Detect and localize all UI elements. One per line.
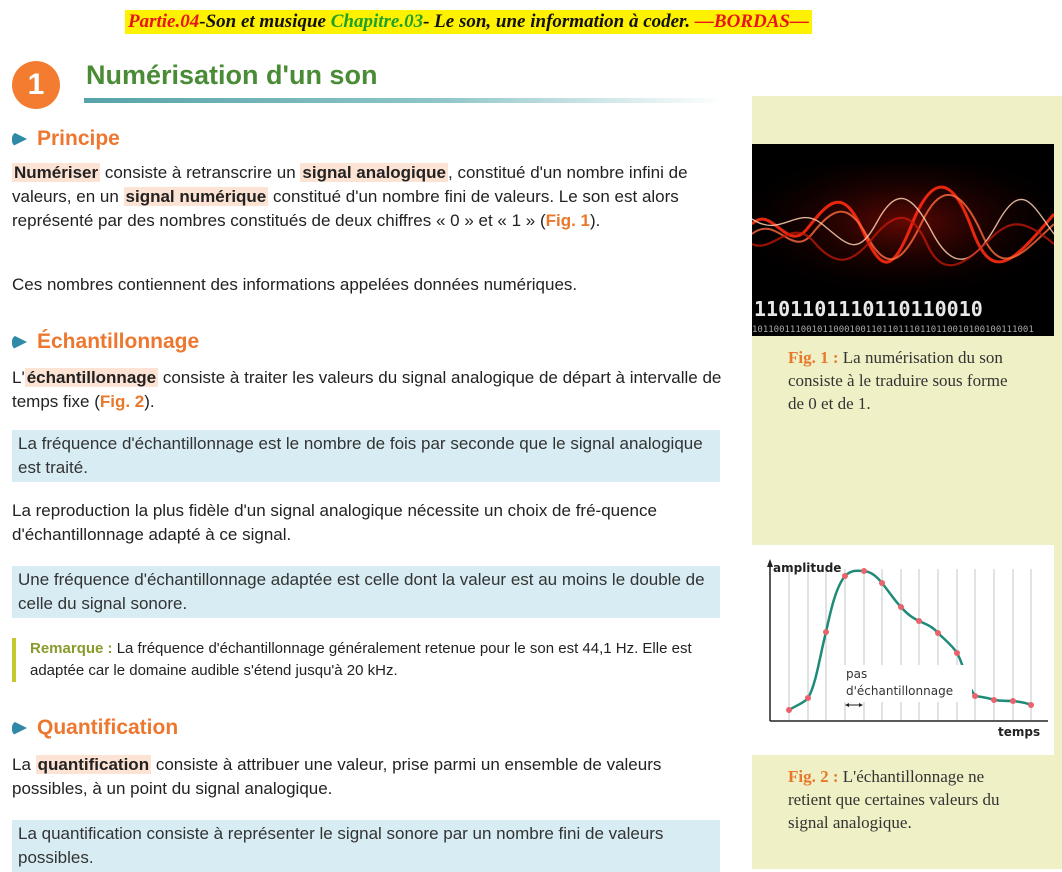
echantillonnage-paragraph-2: La reproduction la plus fidèle d'un signal analogique nécessite un choix de fré-quence d'échantillonnage adapté à ce signal. [12, 501, 657, 544]
fig2-caption [788, 765, 1028, 834]
remark-label: Remarque : [30, 640, 117, 657]
echantillonnage-text: ). [144, 392, 155, 411]
heading-echantillonnage-text: Échantillonnage [37, 330, 200, 353]
term-signal-analogique: signal analogique [302, 163, 447, 182]
fig2-reference: Fig. 2 [99, 392, 145, 411]
arrow-left-icon [845, 703, 849, 707]
term-numeriser: Numériser [14, 163, 99, 182]
fig2-caption-text: L'échantillonnage ne retient que certaines valeurs du signal analogique. [788, 767, 1000, 832]
x-axis-label: temps [998, 725, 1041, 739]
remark-text: La fréquence d'échantillonnage généralement retenue pour le son est 44,1 Hz. Elle est adaptée car le domaine audible s'étend jusqu'à 20 kHz. [30, 640, 692, 679]
principe-paragraph-2: Ces nombres contiennent des informations appelées données numériques. [12, 275, 578, 294]
y-axis-label: amplitude [773, 561, 842, 575]
quantification-paragraph [12, 753, 724, 801]
fig1-waveform-illustration [752, 144, 1054, 336]
binary-digits-large: 1101101110110110010 [754, 297, 983, 321]
sampling-step-annotation-1: pas [846, 667, 868, 681]
bullet-icon [12, 335, 27, 350]
sampling-step-annotation-2: d'échantillonnage [846, 684, 954, 698]
banner-publisher: —BORDAS— [694, 11, 809, 32]
principe-text: constitué d'un nombre fini de valeurs. Le son est alors représenté par des nombres constitués de deux chiffres « 0 » et « 1 » ( [12, 187, 679, 230]
banner-part-title: -Son et musique [199, 11, 331, 32]
heading-echantillonnage [12, 330, 199, 354]
banner-part: Partie.04 [128, 11, 200, 32]
quantification-text: La [12, 755, 36, 774]
section-title: Numérisation d'un son [86, 60, 378, 90]
fig1-reference: Fig. 1 [545, 211, 591, 230]
definition-box-quantification: La quantification consiste à représenter le signal sonore par un nombre fini de valeurs possibles. [12, 820, 720, 872]
section-underline [84, 98, 724, 103]
heading-principe-text: Principe [37, 127, 120, 150]
chapter-banner [125, 10, 812, 34]
bullet-icon [12, 721, 27, 736]
binary-digits-small: 1011001110010110001001101101110110110010100100111001 [752, 325, 1034, 335]
principe-text: ). [590, 211, 601, 230]
arrow-right-icon [859, 703, 863, 707]
banner-chapter-title: - Le son, une information à coder. [423, 11, 695, 32]
quantification-text: consiste à attribuer une valeur, prise parmi un ensemble de valeurs possibles, à un point du signal analogique. [12, 755, 662, 798]
definition-box-frequence-adaptee: Une fréquence d'échantillonnage adaptée est celle dont la valeur est au moins le double de celle du signal sonore. [12, 566, 720, 618]
term-quantification: quantification [37, 755, 150, 774]
echantillonnage-text: consiste à traiter les valeurs du signal analogique de départ à intervalle de temps fixe ( [12, 368, 722, 411]
banner-chapter: Chapitre.03 [330, 11, 424, 32]
definition-box-frequence: La fréquence d'échantillonnage est le nombre de fois par seconde que le signal analogique est traité. [12, 430, 720, 482]
fig2-caption-label: Fig. 2 : [788, 767, 843, 786]
fig1-caption-text: La numérisation du son consiste à le traduire sous forme de 0 et de 1. [788, 348, 1008, 413]
heading-principe [12, 127, 120, 151]
fig1-waveform-image [752, 144, 1054, 336]
bullet-icon [12, 132, 27, 147]
principe-text: , constitué d'un nombre infini de valeurs, en un [12, 163, 688, 206]
principe-text: consiste à retranscrire un [100, 163, 301, 182]
fig2-sampling-diagram [752, 545, 1054, 755]
remark-note [12, 638, 724, 682]
fig1-caption-label: Fig. 1 : [788, 348, 843, 367]
heading-quantification [12, 716, 178, 740]
term-signal-numerique: signal numérique [125, 187, 267, 206]
echantillonnage-paragraph [12, 366, 724, 414]
section-number-badge: 1 [12, 61, 60, 109]
principe-paragraph [12, 161, 724, 233]
term-echantillonnage: échantillonnage [26, 368, 157, 387]
fig1-caption [788, 346, 1018, 415]
echantillonnage-text: L' [12, 368, 25, 387]
heading-quantification-text: Quantification [37, 716, 179, 739]
fig2-sampling-svg [752, 545, 1054, 755]
